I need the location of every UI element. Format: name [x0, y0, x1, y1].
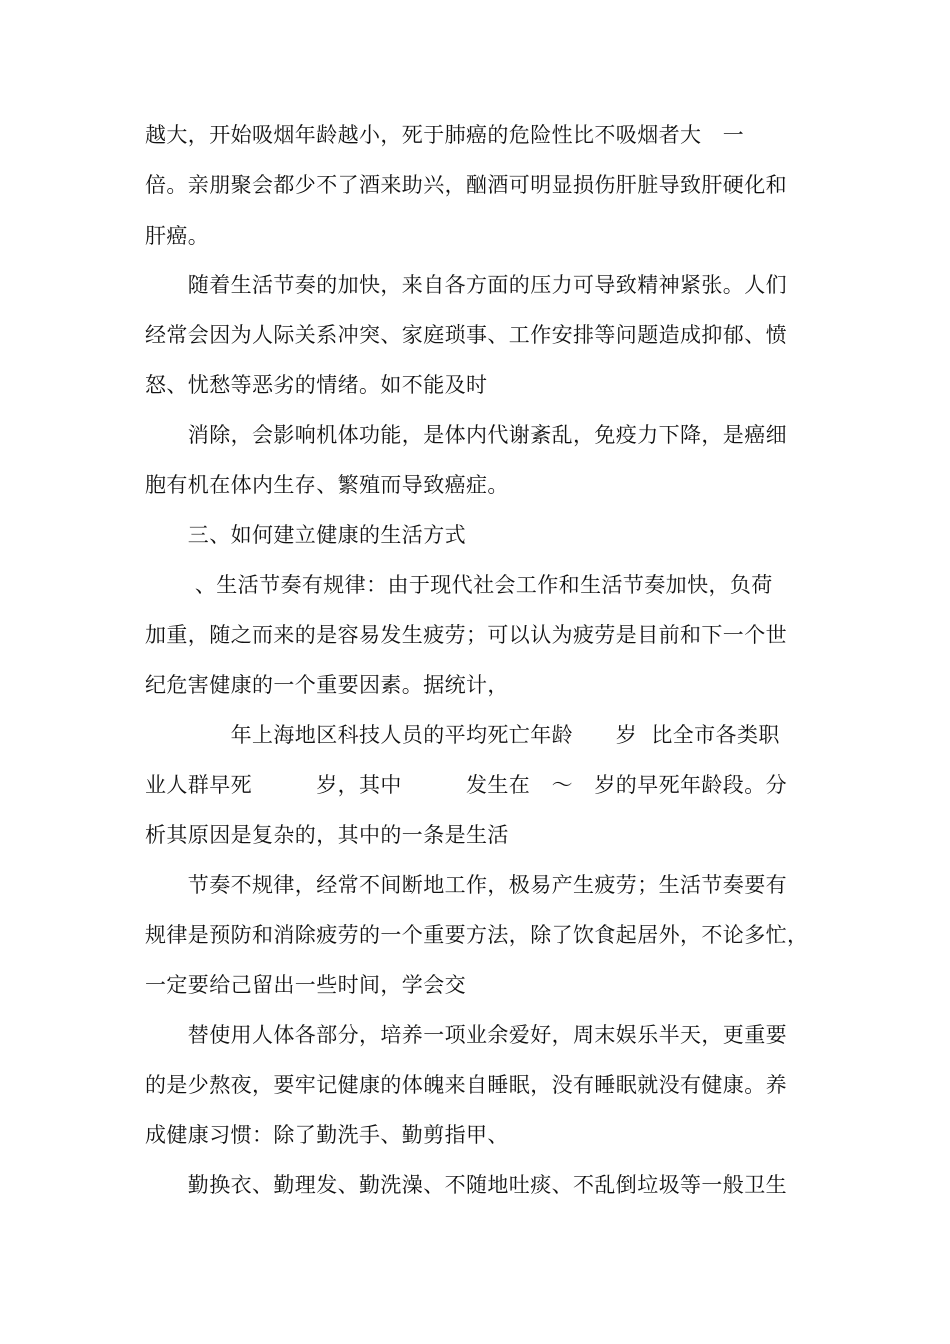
text-line: 肝癌。: [145, 224, 210, 248]
text-line: 胞有机在体内生存、繁殖而导致癌症。: [145, 473, 509, 497]
text-line: 倍。亲朋聚会都少不了酒来助兴，酗酒可明显损伤肝脏导致肝硬化和: [145, 173, 787, 197]
text-line: 怒、忧愁等恶劣的情绪。如不能及时: [145, 373, 488, 397]
text-line: 消除，会影响机体功能，是体内代谢紊乱，免疫力下降，是癌细: [145, 423, 787, 447]
text-line: 加重，随之而来的是容易发生疲劳；可以认为疲劳是目前和下一个世: [145, 623, 787, 647]
text-line: 替使用人体各部分，培养一项业余爱好，周末娱乐半天，更重要: [145, 1023, 787, 1047]
text-line: 节奏不规律，经常不间断地工作，极易产生疲劳；生活节奏要有: [145, 873, 787, 897]
text-line: 纪危害健康的一个重要因素。据统计，: [145, 673, 509, 697]
text-line: 、生活节奏有规律：由于现代社会工作和生活节奏加快，负荷: [145, 573, 773, 597]
text-line: 规律是预防和消除疲劳的一个重要方法，除了饮食起居外，不论多忙，: [145, 923, 809, 947]
text-line: 一定要给己留出一些时间，学会交: [145, 973, 466, 997]
text-line: 成健康习惯：除了勤洗手、勤剪指甲、: [145, 1123, 509, 1147]
text-line: 勤换衣、勤理发、勤洗澡、不随地吐痰、不乱倒垃圾等一般卫生: [145, 1173, 787, 1197]
text-line: 析其原因是复杂的，其中的一条是生活: [145, 823, 509, 847]
text-line: 随着生活节奏的加快，来自各方面的压力可导致精神紧张。人们: [145, 273, 787, 297]
section-heading: 三、如何建立健康的生活方式: [145, 523, 466, 547]
text-line: 业人群早死 岁，其中 发生在 ～ 岁的早死年龄段。分: [145, 773, 787, 797]
text-line: 经常会因为人际关系冲突、家庭琐事、工作安排等问题造成抑郁、愤: [145, 323, 787, 347]
text-line: 越大，开始吸烟年龄越小，死于肺癌的危险性比不吸烟者大 一: [145, 123, 745, 147]
text-line: 的是少熬夜，要牢记健康的体魄来自睡眠，没有睡眠就没有健康。养: [145, 1073, 787, 1097]
text-line: 年上海地区科技人员的平均死亡年龄 岁 比全市各类职: [145, 723, 780, 747]
